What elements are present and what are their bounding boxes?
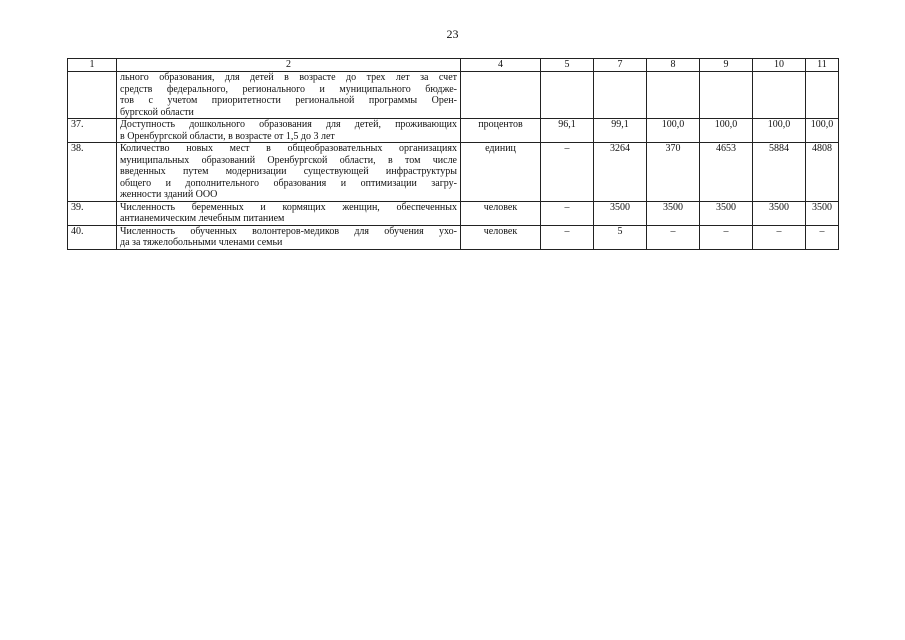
value-cell: – bbox=[700, 225, 753, 249]
page-number: 23 bbox=[446, 27, 459, 41]
value-cell: 4653 bbox=[700, 143, 753, 202]
value-cell: – bbox=[541, 225, 594, 249]
value-cell: 3500 bbox=[647, 201, 700, 225]
description-line: общего и дополнительного образования и оптимизации загру- bbox=[120, 177, 457, 189]
value-cell: – bbox=[806, 225, 839, 249]
table-row bbox=[68, 72, 839, 119]
value-cell: 3500 bbox=[594, 201, 647, 225]
value-cell bbox=[806, 72, 839, 119]
table-row bbox=[68, 225, 839, 249]
indicator-description bbox=[117, 72, 461, 119]
indicators-table bbox=[67, 58, 839, 250]
table-body bbox=[68, 72, 839, 250]
header-cell: 7 bbox=[594, 59, 647, 72]
header-row bbox=[68, 59, 839, 72]
header-cell: 5 bbox=[541, 59, 594, 72]
value-cell: – bbox=[541, 201, 594, 225]
header-cell: 11 bbox=[806, 59, 839, 72]
indicator-description bbox=[117, 143, 461, 202]
row-number bbox=[68, 72, 117, 119]
value-cell: 370 bbox=[647, 143, 700, 202]
description-line: женности зданий ООО bbox=[120, 189, 218, 200]
header-cell: 2 bbox=[117, 59, 461, 72]
header-cell: 8 bbox=[647, 59, 700, 72]
row-number: 40. bbox=[68, 225, 117, 249]
description-line: в Оренбургской области, в возрасте от 1,5 до 3 лет bbox=[120, 130, 335, 142]
description-line: тов с учетом приоритетности региональной программы Орен- bbox=[120, 95, 457, 106]
indicator-description bbox=[117, 119, 461, 143]
value-cell bbox=[541, 72, 594, 119]
row-number: 37. bbox=[68, 119, 117, 143]
description-line: Количество новых мест в общеобразовательных организациях bbox=[120, 143, 457, 154]
value-cell: 96,1 bbox=[541, 119, 594, 143]
value-cell: 100,0 bbox=[647, 119, 700, 143]
value-cell: 100,0 bbox=[700, 119, 753, 143]
value-cell: 3500 bbox=[753, 201, 806, 225]
description-line: льного образования, для детей в возрасте до трех лет за счет bbox=[120, 72, 457, 83]
description-line: да за тяжелобольными членами семьи bbox=[120, 237, 283, 248]
description-line: Численность обученных волонтеров-медиков для обучения ухо- bbox=[120, 225, 457, 237]
header-cell: 4 bbox=[461, 59, 541, 72]
value-cell: 5 bbox=[594, 225, 647, 249]
value-cell: 4808 bbox=[806, 143, 839, 202]
value-cell bbox=[753, 72, 806, 119]
value-cell: – bbox=[541, 143, 594, 202]
description-line: средств федерального, регионального и муниципального бюдже- bbox=[120, 83, 457, 95]
description-line: введенных путем модернизации существующей инфраструктуры bbox=[120, 166, 457, 177]
description-line: Численность беременных и кормящих женщин, обеспеченных bbox=[120, 201, 457, 213]
unit-of-measure: процентов bbox=[461, 119, 541, 143]
value-cell bbox=[700, 72, 753, 119]
value-cell: 3500 bbox=[806, 201, 839, 225]
description-line: Доступность дошкольного образования для детей, проживающих bbox=[120, 119, 457, 130]
indicator-description bbox=[117, 225, 461, 249]
indicator-description bbox=[117, 201, 461, 225]
value-cell: – bbox=[647, 225, 700, 249]
value-cell: 100,0 bbox=[806, 119, 839, 143]
value-cell: 100,0 bbox=[753, 119, 806, 143]
unit-of-measure: человек bbox=[461, 201, 541, 225]
header-cell: 10 bbox=[753, 59, 806, 72]
value-cell bbox=[647, 72, 700, 119]
description-line: муниципальных образований Оренбургской области, в том числе bbox=[120, 154, 457, 166]
value-cell: 5884 bbox=[753, 143, 806, 202]
table-row bbox=[68, 201, 839, 225]
header-cell: 9 bbox=[700, 59, 753, 72]
value-cell: – bbox=[753, 225, 806, 249]
unit-of-measure bbox=[461, 72, 541, 119]
value-cell: 99,1 bbox=[594, 119, 647, 143]
value-cell: 3264 bbox=[594, 143, 647, 202]
row-number: 39. bbox=[68, 201, 117, 225]
table-row bbox=[68, 143, 839, 202]
description-line: антианемическим лечебным питанием bbox=[120, 213, 285, 224]
header-cell: 1 bbox=[68, 59, 117, 72]
table-row bbox=[68, 119, 839, 143]
value-cell bbox=[594, 72, 647, 119]
unit-of-measure: человек bbox=[461, 225, 541, 249]
row-number: 38. bbox=[68, 143, 117, 202]
description-line: бургской области bbox=[120, 106, 194, 118]
value-cell: 3500 bbox=[700, 201, 753, 225]
unit-of-measure: единиц bbox=[461, 143, 541, 202]
